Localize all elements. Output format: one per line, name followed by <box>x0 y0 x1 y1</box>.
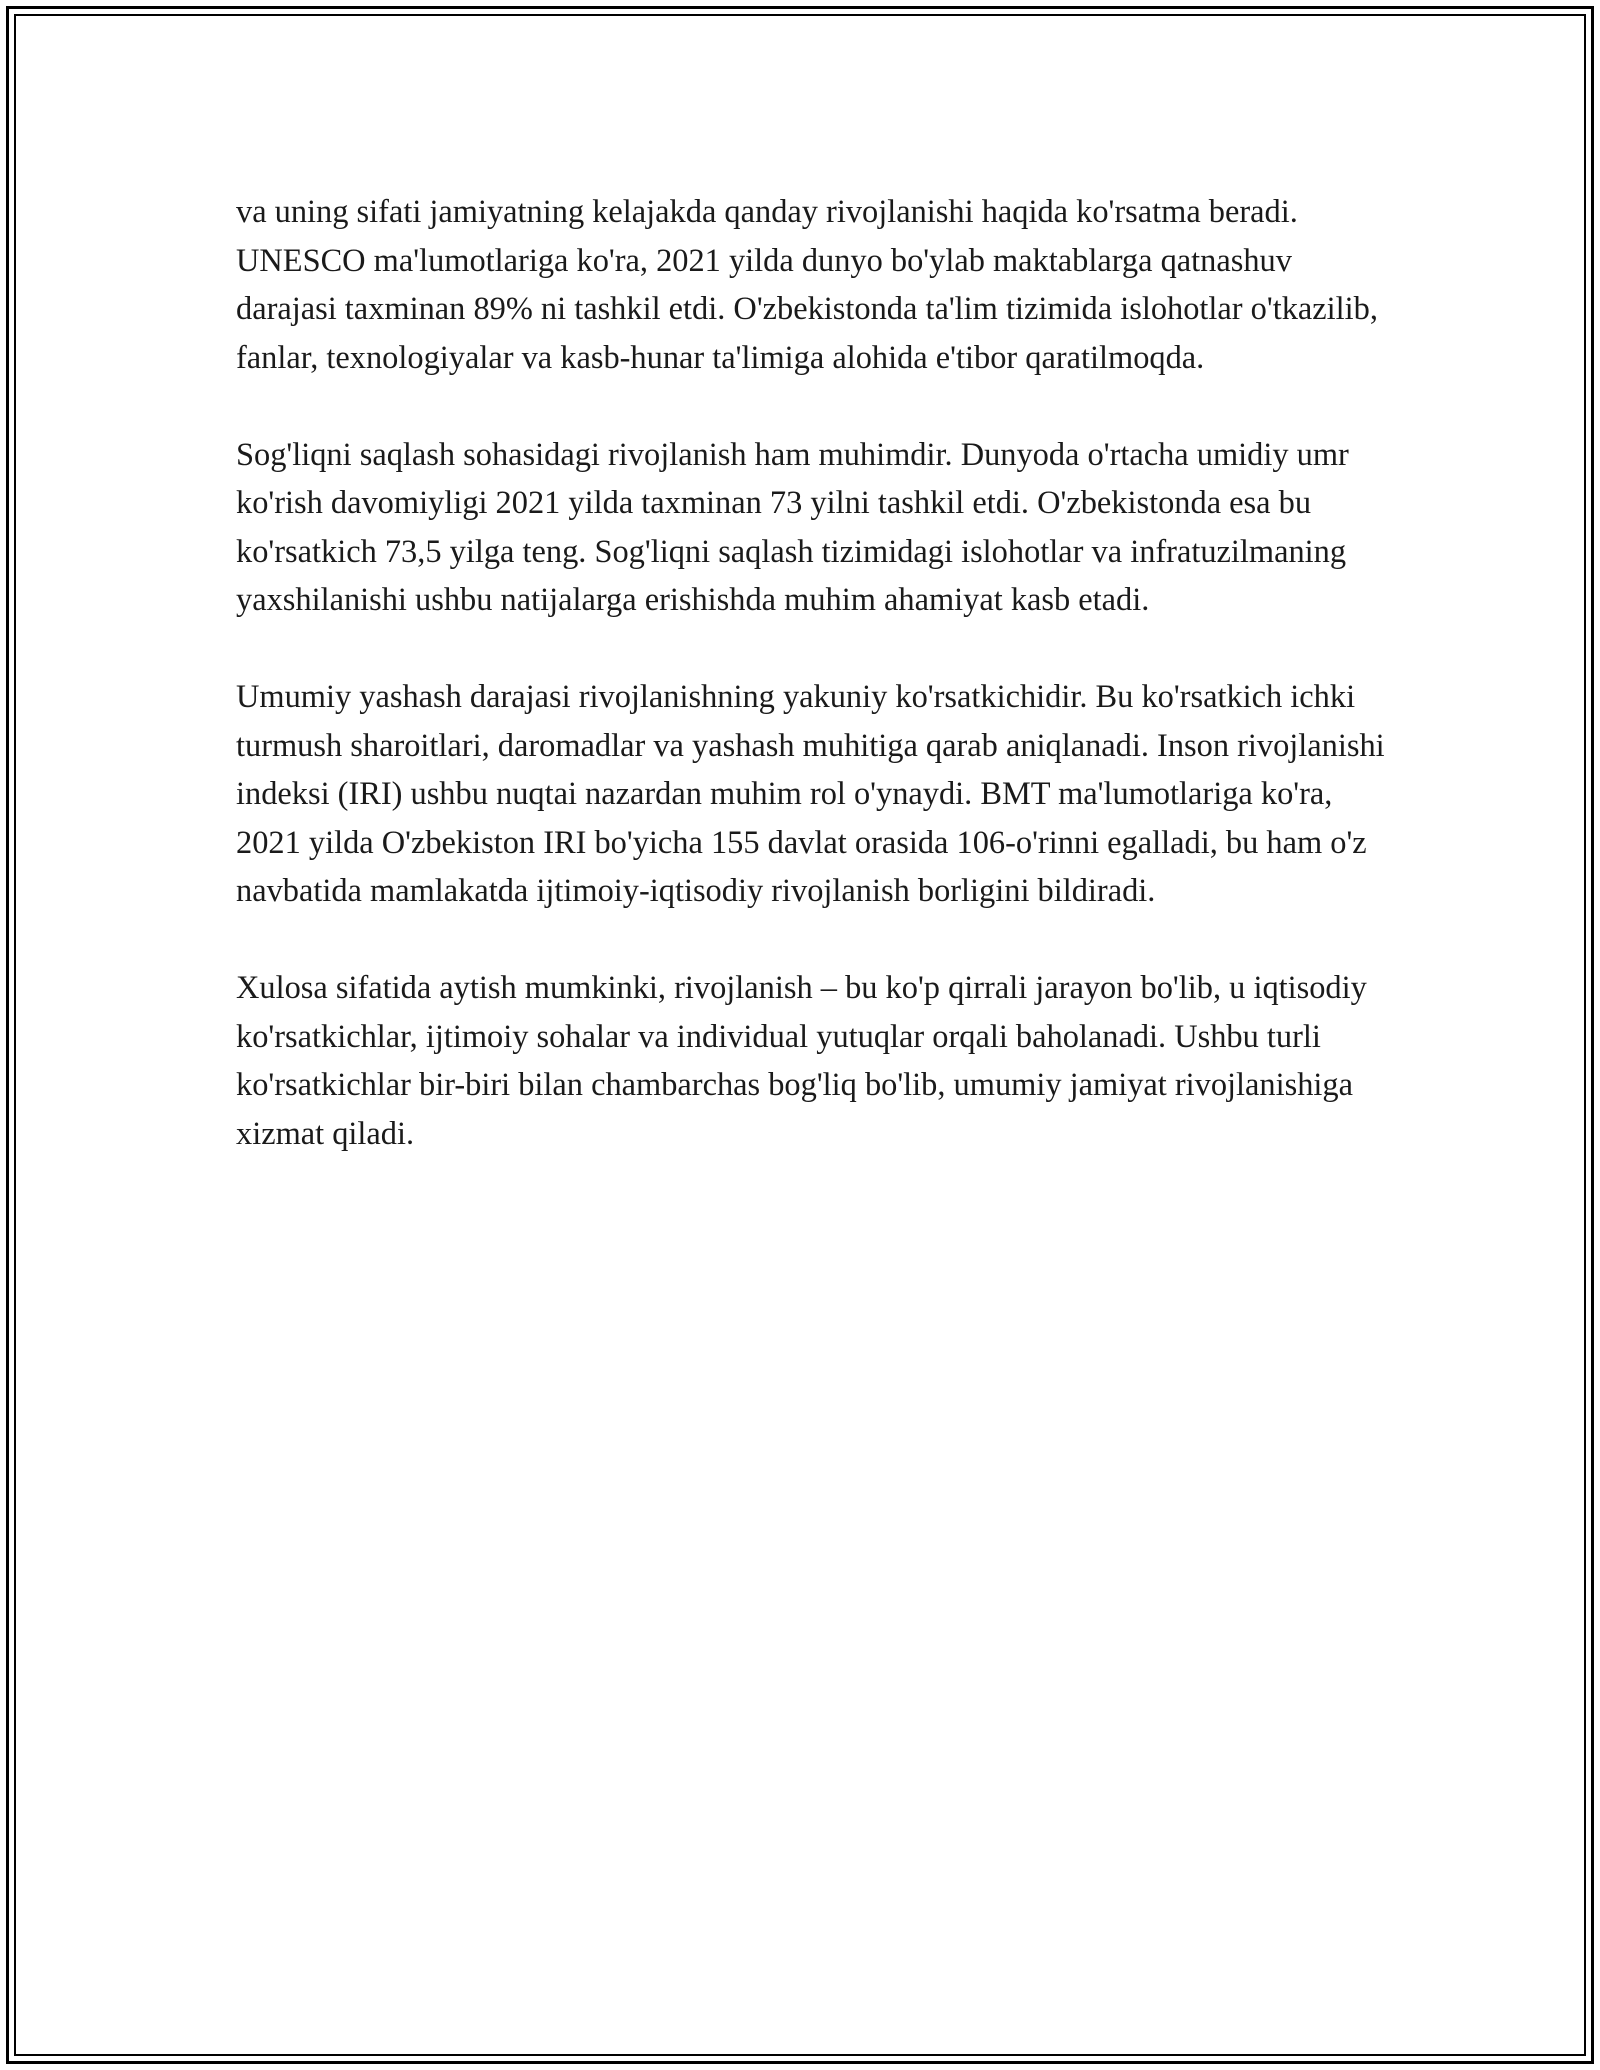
document-body <box>236 188 1386 1207</box>
paragraph-education: va uning sifati jamiyatning kelajakda qanday rivojlanishi haqida ko'rsatma beradi. UNESCO ma'lumotlariga ko'ra, 2021 yilda dunyo bo'ylab maktablarga qatnashuv darajasi taxminan 89% ni tashkil etdi. O'zbekistonda ta'lim tizimida islohotlar o'tkazilib, fanlar, texnologiyalar va kasb-hunar ta'limiga alohida e'tibor qaratilmoqda. <box>236 194 1378 376</box>
paragraph-living-standard: Umumiy yashash darajasi rivojlanishning yakuniy ko'rsatkichidir. Bu ko'rsatkich ichki turmush sharoitlari, daromadlar va yashash muhitiga qarab aniqlanadi. Inson rivojlanishi indeksi (IRI) ushbu nuqtai nazardan muhim rol o'ynaydi. BMT ma'lumotlariga ko'ra, 2021 yilda O'zbekiston IRI bo'yicha 155 davlat orasida 106-o'rinni egalladi, bu ham o'z navbatida mamlakatda ijtimoiy-iqtisodiy rivojlanish borligini bildiradi. <box>236 679 1385 909</box>
paragraph-conclusion: Xulosa sifatida aytish mumkinki, rivojlanish – bu ko'p qirrali jarayon bo'lib, u iqtisodiy ko'rsatkichlar, ijtimoiy sohalar va individual yutuqlar orqali baholanadi. Ushbu turli ko'rsatkichlar bir-biri bilan chambarchas bog'liq bo'lib, umumiy jamiyat rivojlanishiga xizmat qiladi. <box>236 970 1367 1152</box>
paragraph-health: Sog'liqni saqlash sohasidagi rivojlanish ham muhimdir. Dunyoda o'rtacha umidiy umr ko'rish davomiyligi 2021 yilda taxminan 73 yilni tashkil etdi. O'zbekistonda esa bu ko'rsatkich 73,5 yilga teng. Sog'liqni saqlash tizimidagi islohotlar va infratuzilmaning yaxshilanishi ushbu natijalarga erishishda muhim ahamiyat kasb etadi. <box>236 436 1349 618</box>
